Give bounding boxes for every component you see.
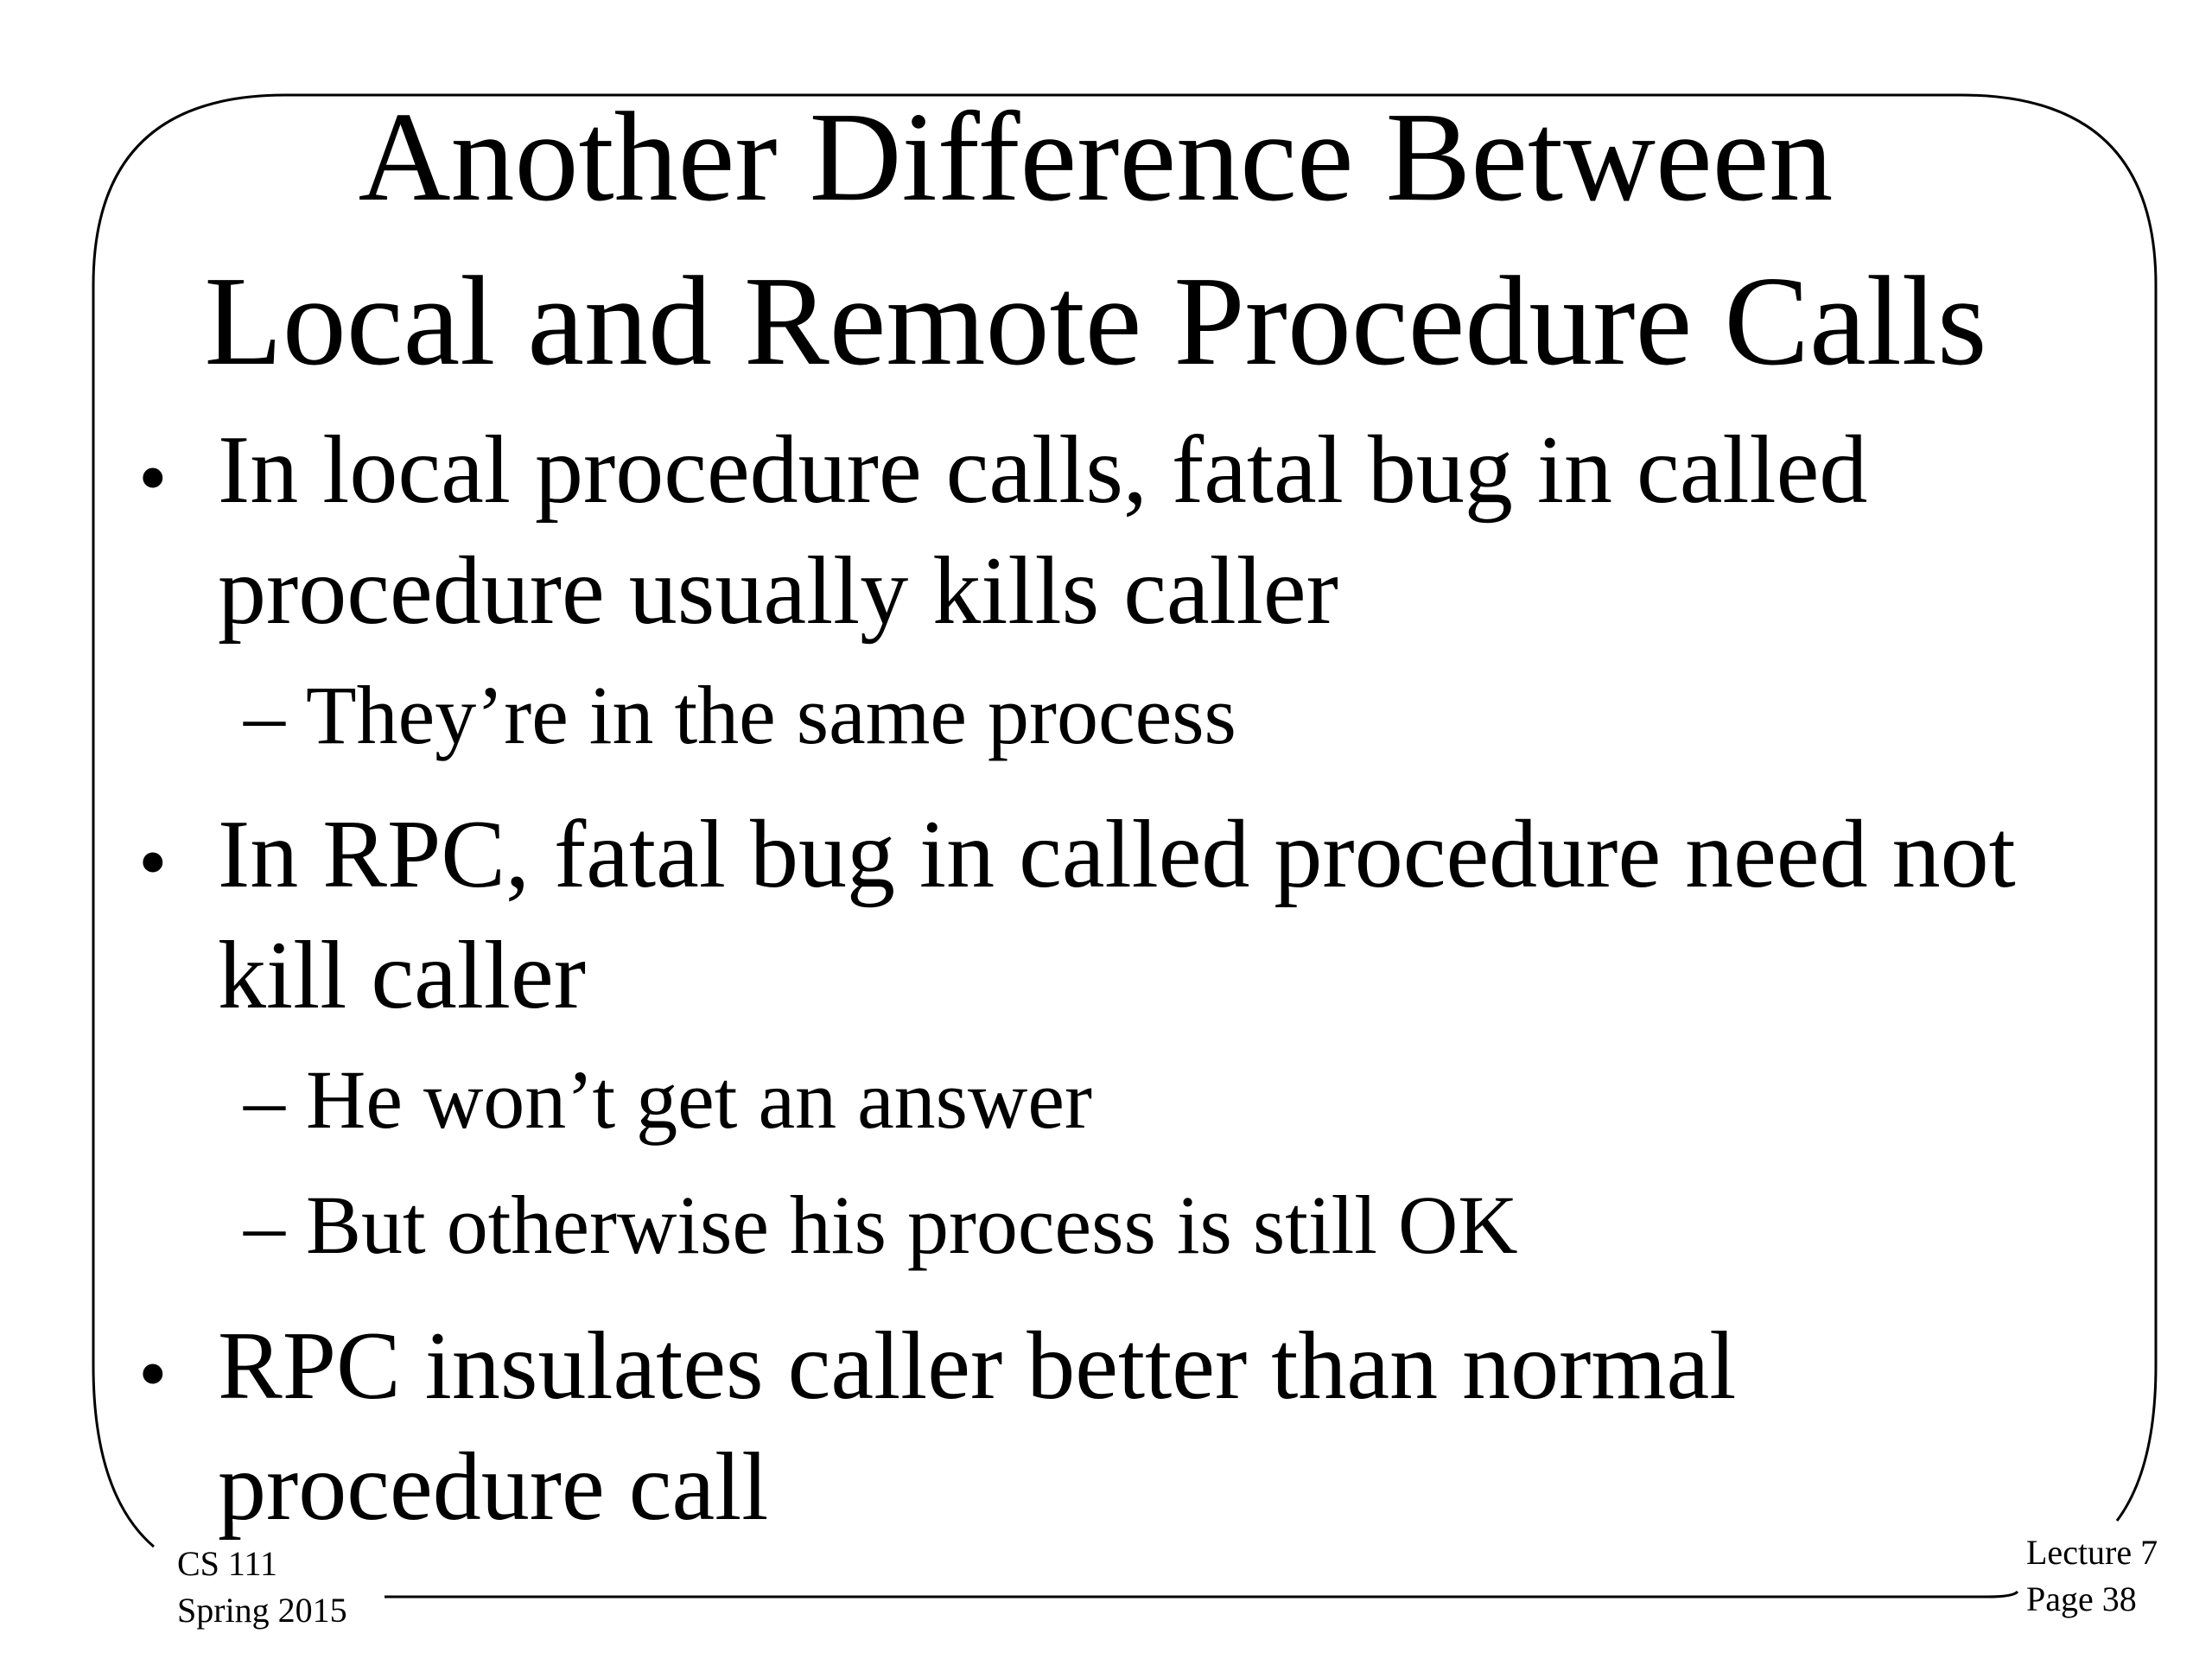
footer-page-info	[2026, 1529, 2158, 1623]
slide-title-line-2: Local and Remote Procedure Calls	[204, 251, 1987, 392]
dash-marker: –	[244, 1179, 285, 1271]
footer-course: CS 111	[177, 1544, 277, 1583]
bullet-marker: •	[138, 816, 168, 908]
footer-lecture: Lecture 7	[2026, 1533, 2158, 1572]
bullet-2-line-2: kill caller	[218, 922, 587, 1029]
footer-page-number: Page 38	[2026, 1580, 2137, 1618]
footer-term: Spring 2015	[177, 1591, 347, 1630]
bullet-marker: •	[138, 1327, 168, 1420]
bullet-3-line-2: procedure call	[218, 1433, 769, 1541]
dash-marker: –	[244, 669, 285, 761]
subitem-text: They’re in the same process	[306, 669, 1236, 761]
bullet-1-line-1: In local procedure calls, fatal bug in called	[218, 416, 1868, 524]
slide-title-line-1: Another Difference Between	[358, 86, 1834, 228]
bullet-marker: •	[138, 431, 168, 524]
dash-marker: –	[244, 1053, 285, 1146]
subitem-text: He won’t get an answer	[306, 1053, 1092, 1146]
bullet-3-line-1: RPC insulates caller better than normal	[218, 1313, 1737, 1420]
bullet-1-line-2: procedure usually kills caller	[218, 537, 1338, 645]
footer-course-info	[177, 1541, 347, 1634]
bullet-2-subitem-1	[244, 1053, 1092, 1146]
subitem-text: But otherwise his process is still OK	[306, 1179, 1518, 1271]
bullet-2-subitem-2	[244, 1179, 1518, 1271]
bullet-2-line-1: In RPC, fatal bug in called procedure need not	[218, 801, 2016, 908]
bullet-1-subitem-1	[244, 669, 1236, 761]
footer-rule-line	[385, 1592, 2018, 1597]
